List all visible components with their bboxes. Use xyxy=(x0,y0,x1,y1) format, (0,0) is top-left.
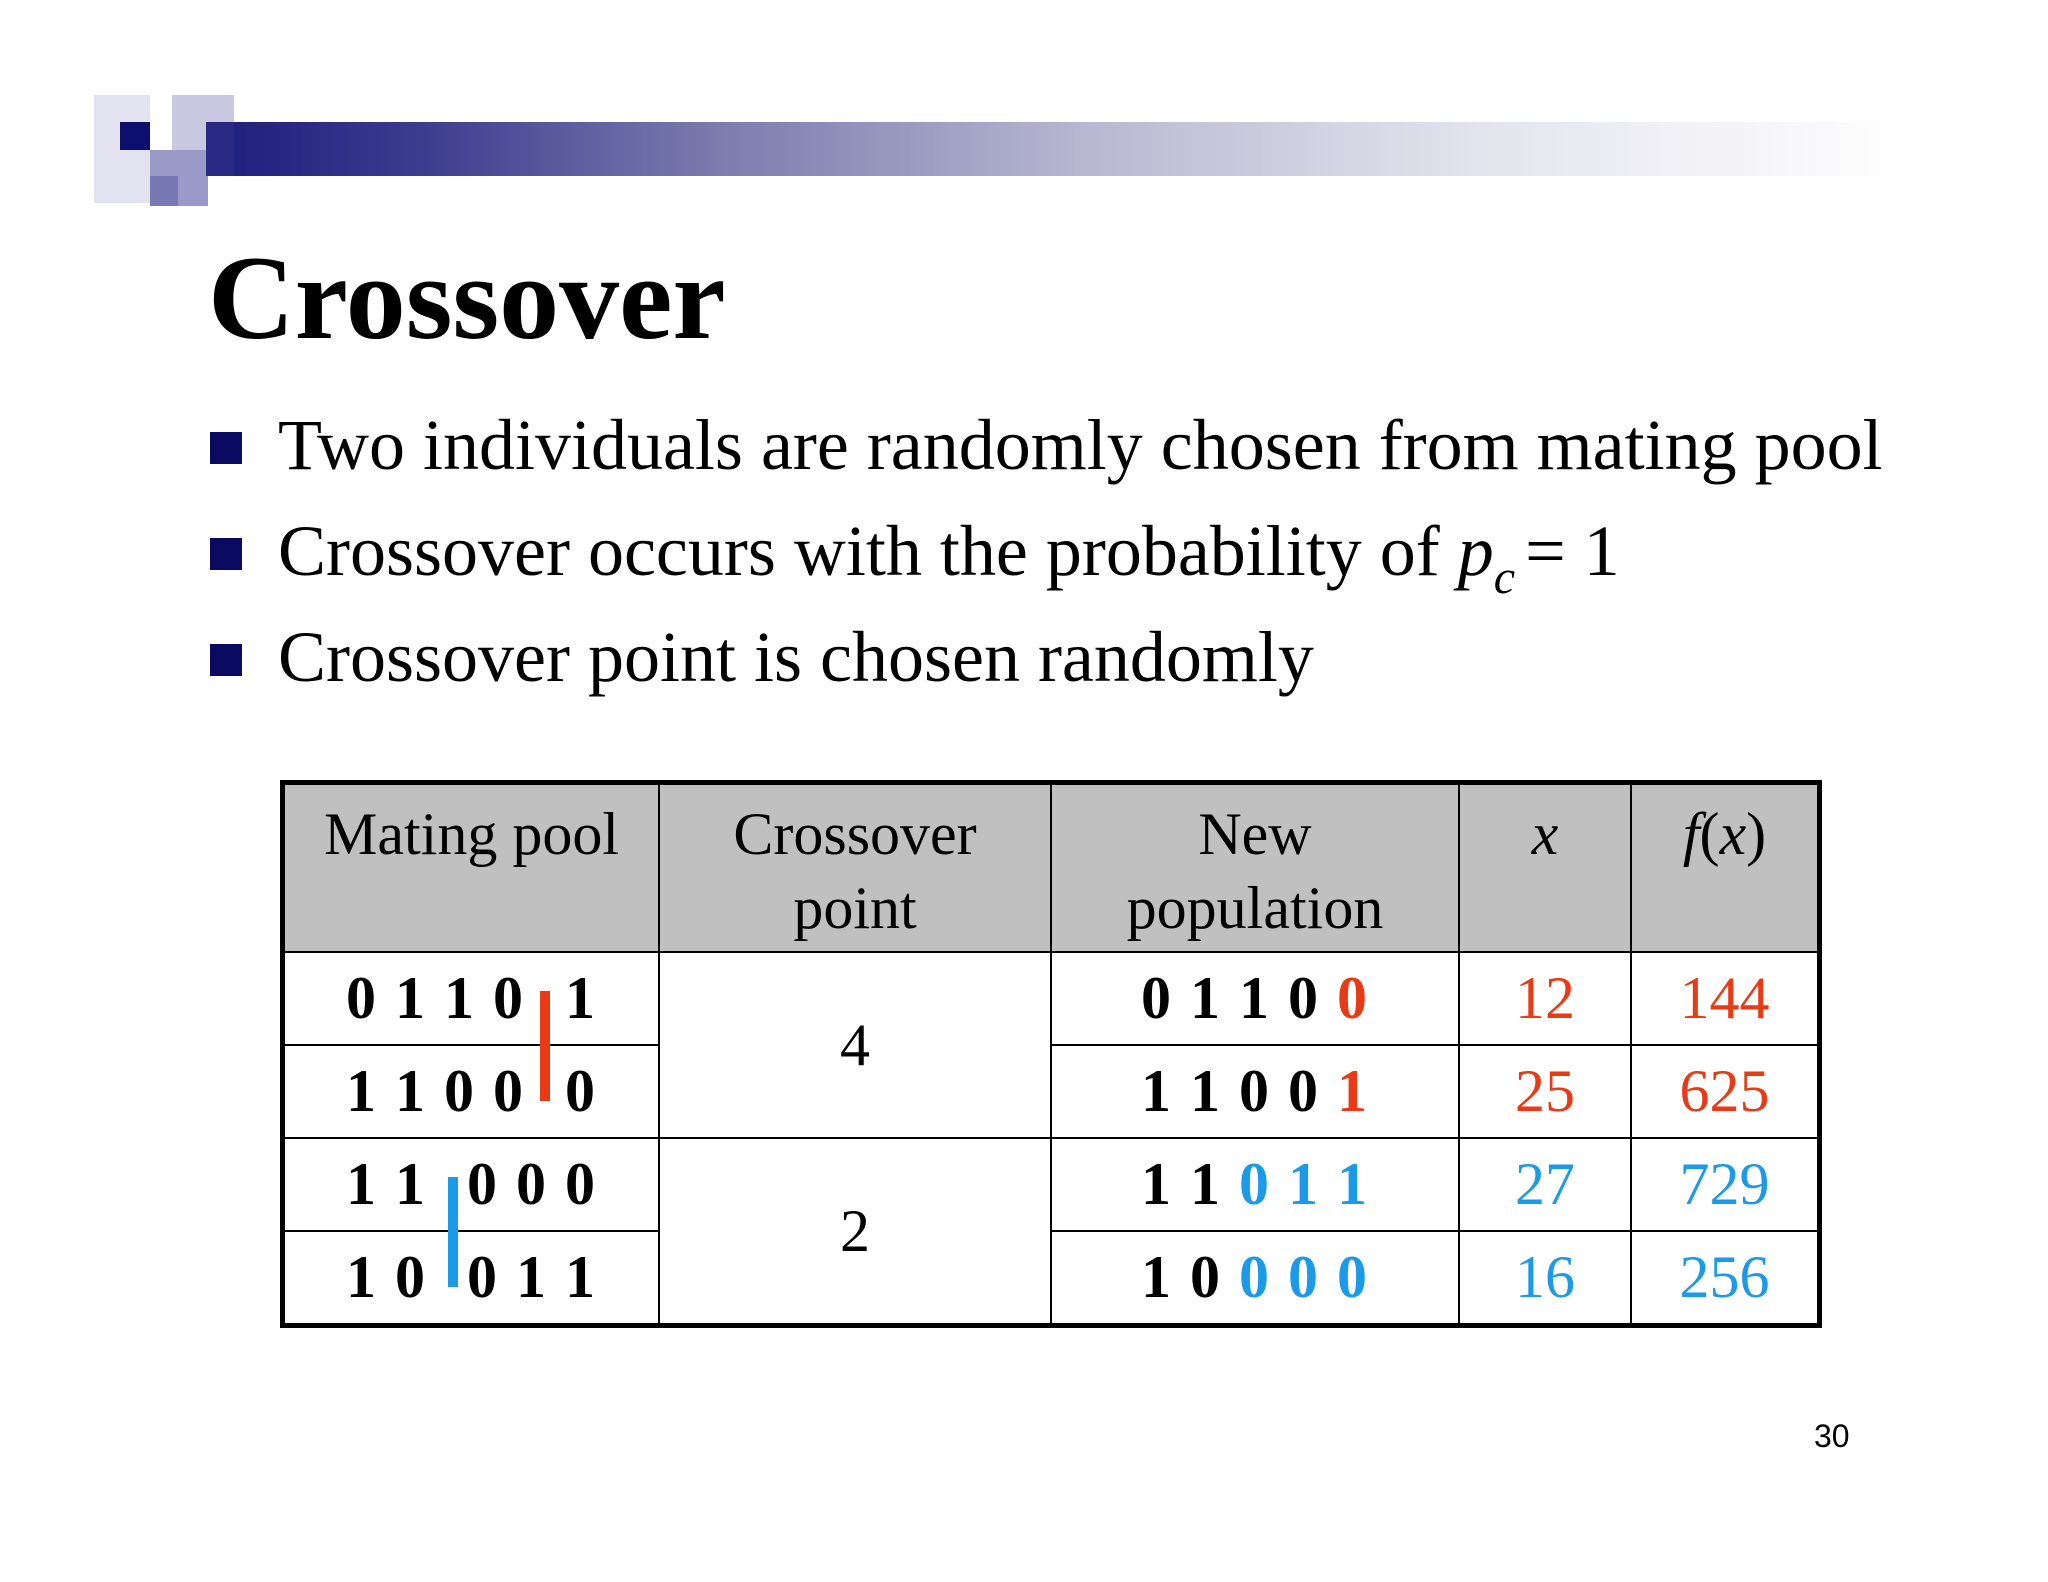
probability-value: = 1 xyxy=(1525,511,1620,591)
header-fx xyxy=(1631,783,1820,953)
new-population-cell xyxy=(1051,1138,1459,1231)
pool-bits-left: 0 1 1 0 xyxy=(346,965,525,1031)
header-fx-x: x xyxy=(1719,801,1747,867)
new-bits-left: 1 0 xyxy=(1141,1244,1222,1310)
mating-pool-cell xyxy=(283,952,660,1045)
bullet-item xyxy=(210,405,1883,511)
x-value-cell: 25 xyxy=(1459,1045,1631,1138)
x-value-cell: 27 xyxy=(1459,1138,1631,1231)
probability-subscript: c xyxy=(1493,551,1516,604)
table-header-row xyxy=(283,783,1820,953)
new-bits-right: 1 xyxy=(1337,1058,1369,1124)
bullet-text: Two individuals are randomly chosen from mating pool xyxy=(278,405,1883,485)
header-new-population-label: New population xyxy=(1126,801,1384,941)
new-population-cell xyxy=(1051,1231,1459,1326)
crossover-cut-marker xyxy=(540,991,550,1101)
new-bits-left: 1 1 xyxy=(1141,1151,1222,1217)
bullet-text: Crossover point is chosen randomly xyxy=(278,617,1314,697)
mating-pool-cell xyxy=(283,1045,660,1138)
new-bits-left: 1 1 0 0 xyxy=(1141,1058,1320,1124)
square-bullet-icon xyxy=(210,538,242,570)
crossover-table-container xyxy=(280,780,1822,1328)
pool-bits-right: 1 xyxy=(565,965,597,1031)
table-row xyxy=(283,1138,1820,1231)
header-crossover-point xyxy=(659,783,1051,953)
table-row xyxy=(283,1045,1820,1138)
crossover-point-cell: 4 xyxy=(659,952,1051,1138)
mating-pool-cell xyxy=(283,1231,660,1326)
table-row xyxy=(283,952,1820,1045)
bullet-text: Crossover occurs with the probability of xyxy=(278,511,1458,591)
pool-bits-right: 0 xyxy=(565,1058,597,1124)
pool-bits-right: 0 1 1 xyxy=(467,1244,597,1310)
header-mating-pool: Mating pool xyxy=(283,783,660,953)
page-number: 30 xyxy=(1814,1418,1850,1454)
crossover-cut-marker xyxy=(448,1177,458,1287)
square-bullet-icon xyxy=(210,644,242,676)
deco-square xyxy=(206,122,234,176)
new-bits-right: 0 0 0 xyxy=(1239,1244,1369,1310)
header-fx-open: ( xyxy=(1699,801,1720,867)
table-row xyxy=(283,1231,1820,1326)
probability-symbol: p xyxy=(1457,511,1494,591)
pool-bits-left: 1 1 0 0 xyxy=(346,1058,525,1124)
new-population-cell xyxy=(1051,1045,1459,1138)
header-fx-close: ) xyxy=(1746,801,1767,867)
pool-bits-right: 0 0 0 xyxy=(467,1151,597,1217)
fx-value-cell: 729 xyxy=(1631,1138,1820,1231)
pool-bits-left: 1 1 xyxy=(346,1151,427,1217)
pool-bits-left: 1 0 xyxy=(346,1244,427,1310)
fx-value-cell: 144 xyxy=(1631,952,1820,1045)
header-gradient-bar xyxy=(206,122,1906,176)
header-x: x xyxy=(1459,783,1631,953)
bullet-item xyxy=(210,617,1883,723)
crossover-table xyxy=(280,780,1822,1328)
header-fx-f: f xyxy=(1682,801,1700,867)
new-bits-right: 0 xyxy=(1337,965,1369,1031)
bullet-list xyxy=(210,405,1883,723)
new-population-cell xyxy=(1051,952,1459,1045)
fx-value-cell: 625 xyxy=(1631,1045,1820,1138)
crossover-point-cell: 2 xyxy=(659,1138,1051,1326)
new-bits-left: 0 1 1 0 xyxy=(1141,965,1320,1031)
x-value-cell: 16 xyxy=(1459,1231,1631,1326)
slide-title: Crossover xyxy=(208,231,726,364)
bullet-item xyxy=(210,511,1883,617)
new-bits-right: 0 1 1 xyxy=(1239,1151,1369,1217)
x-value-cell: 12 xyxy=(1459,952,1631,1045)
deco-square xyxy=(120,122,150,150)
header-crossover-point-label: Crossover point xyxy=(733,801,977,941)
header-decoration xyxy=(0,0,2048,220)
fx-value-cell: 256 xyxy=(1631,1231,1820,1326)
header-new-population xyxy=(1051,783,1459,953)
square-bullet-icon xyxy=(210,432,242,464)
mating-pool-cell xyxy=(283,1138,660,1231)
deco-square xyxy=(150,176,178,206)
